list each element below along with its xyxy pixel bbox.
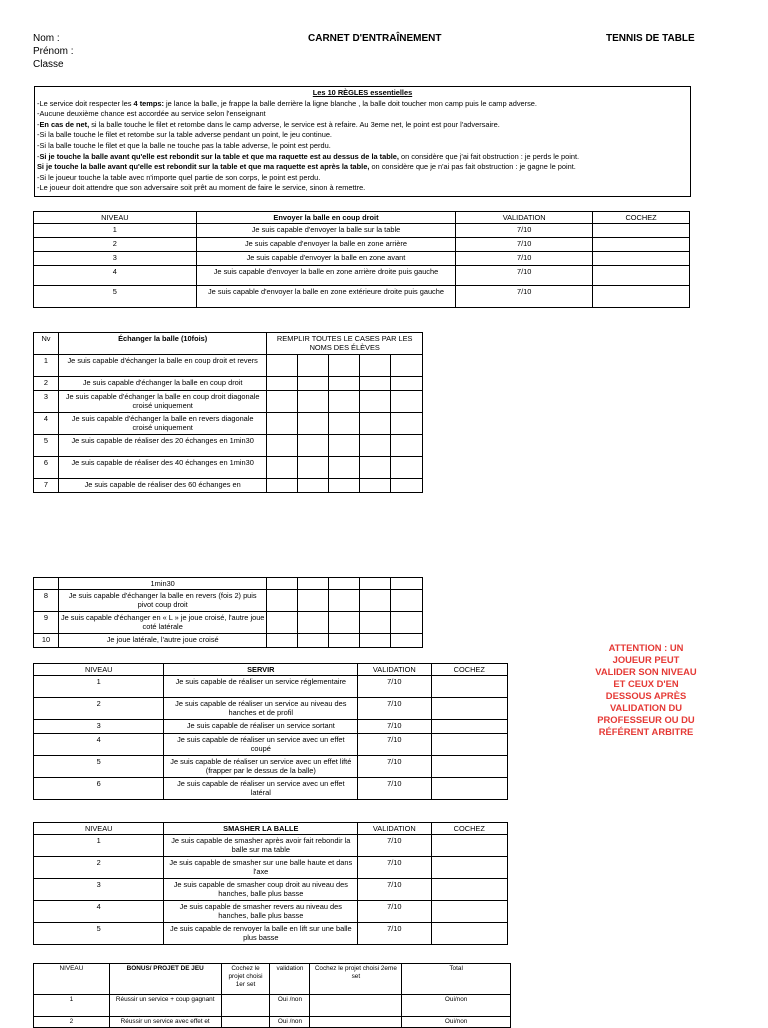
- table-cell: Je suis capable de renvoyer la balle en lift sur une balle plus basse: [164, 923, 358, 945]
- table-envoyer-balle: [33, 211, 690, 308]
- check-cell[interactable]: [593, 238, 690, 252]
- table-cell: Je suis capable de réaliser un service au niveau des hanches et de profil: [164, 698, 358, 720]
- rule-text: -Le joueur doit attendre que son adversaire soit prêt au moment de faire le service, sinon à remettre.: [37, 183, 366, 193]
- table-row: [34, 995, 511, 1017]
- student-name-cell[interactable]: [298, 479, 329, 493]
- student-name-cell[interactable]: [267, 634, 298, 648]
- student-name-cell[interactable]: [267, 413, 298, 435]
- table-row: [34, 413, 423, 435]
- col-header: Cochez le projet choisi 1er set: [221, 964, 270, 995]
- rule-text: -Si le joueur touche la table avec n'importe quel partie de son corps, le point est perdu.: [37, 172, 321, 182]
- rule-text: -Le service doit respecter les: [37, 98, 134, 108]
- table-cell: Je suis capable de réaliser des 40 échanges en 1min30: [58, 457, 266, 479]
- student-name-cell[interactable]: [391, 634, 423, 648]
- student-name-cell[interactable]: [267, 612, 298, 634]
- col-header: SMASHER LA BALLE: [164, 823, 358, 835]
- rules-list: [37, 99, 688, 194]
- student-name-cell[interactable]: [329, 612, 360, 634]
- col-header: NIVEAU: [34, 664, 164, 676]
- student-name-cell[interactable]: [360, 435, 391, 457]
- student-name-cell[interactable]: [360, 479, 391, 493]
- table-cell: 5: [34, 435, 59, 457]
- student-name-cell[interactable]: [391, 578, 423, 590]
- sport-title: TENNIS DE TABLE: [606, 33, 695, 44]
- table-cell: Oui/non: [402, 1017, 511, 1028]
- student-name-cell[interactable]: [267, 479, 298, 493]
- col-header: NIVEAU: [34, 823, 164, 835]
- table-cell: Je suis capable d'envoyer la balle en zone arrière: [196, 238, 456, 252]
- check-cell[interactable]: [221, 995, 270, 1017]
- table-row: [34, 266, 690, 286]
- table-cell: 3: [34, 252, 197, 266]
- student-name-cell[interactable]: [360, 355, 391, 377]
- table-cell: 10: [34, 634, 59, 648]
- table-row: [34, 879, 508, 901]
- table-cell: 3: [34, 391, 59, 413]
- rule-line: [37, 173, 688, 184]
- student-name-cell[interactable]: [329, 590, 360, 612]
- table-cell: 5: [34, 756, 164, 778]
- table-cell: Je suis capable de réaliser des 60 échanges en: [58, 479, 266, 493]
- table-cell: 6: [34, 778, 164, 800]
- table-row: [34, 734, 508, 756]
- validation-warning: ATTENTION : UN JOUEUR PEUT VALIDER SON NIVEAU ET CEUX D'EN DESSOUS APRÈS VALIDATION DU PROFESSEUR OU DU RÉFÉRENT ARBITRE: [595, 642, 697, 737]
- check-cell[interactable]: [431, 778, 507, 800]
- student-name-cell[interactable]: [298, 590, 329, 612]
- rule-line: [37, 99, 688, 110]
- student-name-cell[interactable]: [267, 457, 298, 479]
- table-cell: Je suis capable de réaliser un service sortant: [164, 720, 358, 734]
- nom-label: Nom :: [33, 33, 60, 44]
- table-cell: 7/10: [456, 286, 593, 308]
- col-header: VALIDATION: [456, 212, 593, 224]
- rules-box: [34, 86, 691, 197]
- col-header: BONUS/ PROJET DE JEU: [109, 964, 221, 995]
- table-cell: 7/10: [456, 224, 593, 238]
- table-row: [34, 923, 508, 945]
- table-row: [34, 252, 690, 266]
- table-cell: 4: [34, 266, 197, 286]
- table-cell: 4: [34, 901, 164, 923]
- rule-line: [37, 120, 688, 131]
- table-row: [34, 612, 423, 634]
- student-name-cell[interactable]: [298, 435, 329, 457]
- table-cell: Oui /non: [270, 1017, 310, 1028]
- table-cell: 7/10: [358, 720, 431, 734]
- table-cell: 1: [34, 835, 164, 857]
- rule-text: -Si la balle touche le filet et que la balle ne touche pas la table adverse, le point est perdu.: [37, 140, 331, 150]
- table-cell: Réussir un service + coup gagnant: [109, 995, 221, 1017]
- table-cell: 7/10: [358, 923, 431, 945]
- col-header: Envoyer la balle en coup droit: [196, 212, 456, 224]
- table-row: [34, 698, 508, 720]
- check-cell[interactable]: [431, 698, 507, 720]
- student-name-cell[interactable]: [391, 413, 423, 435]
- student-name-cell[interactable]: [391, 355, 423, 377]
- student-name-cell[interactable]: [298, 612, 329, 634]
- table-row: [34, 377, 423, 391]
- table-row: [34, 835, 508, 857]
- table-cell: 9: [34, 612, 59, 634]
- student-name-cell[interactable]: [267, 391, 298, 413]
- check-cell[interactable]: [431, 756, 507, 778]
- student-name-cell[interactable]: [329, 355, 360, 377]
- student-name-cell[interactable]: [360, 391, 391, 413]
- table-cell: 1min30: [58, 578, 266, 590]
- table-cell: 7/10: [358, 676, 431, 698]
- check-cell[interactable]: [431, 734, 507, 756]
- table-echanger-balle: [33, 332, 423, 493]
- rule-line: [37, 141, 688, 152]
- table-cell: Je suis capable de réaliser un service avec un effet coupé: [164, 734, 358, 756]
- table-cell: 8: [34, 590, 59, 612]
- table-cell: Je suis capable de smasher sur une balle haute et dans l'axe: [164, 857, 358, 879]
- table-cell: 7/10: [358, 857, 431, 879]
- table-cell: Je suis capable de réaliser un service avec un effet lifté (frapper par le dessus de la balle): [164, 756, 358, 778]
- student-name-cell[interactable]: [391, 391, 423, 413]
- table-cell: Je suis capable d'envoyer la balle en zone avant: [196, 252, 456, 266]
- table-cell: 7/10: [456, 266, 593, 286]
- table-row: [34, 778, 508, 800]
- col-header: NIVEAU: [34, 212, 197, 224]
- rule-text: En cas de net,: [39, 119, 90, 129]
- table-cell: Je joue latérale, l'autre joue croisé: [58, 634, 266, 648]
- table-row: [34, 286, 690, 308]
- table-cell: 7/10: [358, 734, 431, 756]
- table-cell: 7/10: [456, 238, 593, 252]
- student-name-cell[interactable]: [391, 590, 423, 612]
- table-bonus-projet: [33, 963, 511, 1028]
- table-cell: 2: [34, 857, 164, 879]
- col-header: NIVEAU: [34, 964, 110, 995]
- table-cell: Je suis capable d'échanger en « L » je joue croisé, l'autre joue coté latérale: [58, 612, 266, 634]
- student-name-cell[interactable]: [391, 612, 423, 634]
- table-servir: [33, 663, 508, 800]
- table-cell: 2: [34, 238, 197, 252]
- table-row: [34, 355, 423, 377]
- rules-title: Les 10 RÈGLES essentielles: [312, 88, 413, 97]
- student-name-cell[interactable]: [298, 457, 329, 479]
- student-name-cell[interactable]: [329, 578, 360, 590]
- table-cell: Je suis capable d'échanger la balle en coup droit diagonale croisé uniquement: [58, 391, 266, 413]
- student-name-cell[interactable]: [267, 355, 298, 377]
- table-cell: Oui /non: [270, 995, 310, 1017]
- table-cell: Je suis capable d'envoyer la balle en zone extérieure droite puis gauche: [196, 286, 456, 308]
- classe-label: Classe: [33, 59, 64, 70]
- table-cell: Je suis capable d'envoyer la balle sur la table: [196, 224, 456, 238]
- check-cell[interactable]: [431, 676, 507, 698]
- student-name-cell[interactable]: [298, 413, 329, 435]
- rule-text: -Aucune deuxième chance est accordée au service selon l'enseignant: [37, 109, 266, 119]
- col-header: REMPLIR TOUTES LE CASES PAR LES NOMS DES ÉLÈVES: [267, 333, 423, 355]
- col-header: VALIDATION: [358, 823, 431, 835]
- table-cell: 2: [34, 377, 59, 391]
- rule-text: Si je touche la balle avant qu'elle est rebondit sur la table et que ma raquette est après la table,: [37, 162, 370, 172]
- student-name-cell[interactable]: [360, 634, 391, 648]
- table-cell: [34, 578, 59, 590]
- table-row: [34, 391, 423, 413]
- document-title: CARNET D'ENTRAÎNEMENT: [308, 33, 442, 44]
- col-header: Total: [402, 964, 511, 995]
- rule-line: [37, 130, 688, 141]
- student-name-cell[interactable]: [329, 377, 360, 391]
- table-cell: Je suis capable d'envoyer la balle en zone arrière droite puis gauche: [196, 266, 456, 286]
- rule-text: -Si la balle touche le filet et retombe sur la table adverse pendant un point, le jeu continue.: [37, 130, 332, 140]
- table-cell: Je suis capable de réaliser un service avec un effet latéral: [164, 778, 358, 800]
- table-row: [34, 634, 423, 648]
- rule-text: -: [37, 151, 40, 161]
- student-name-cell[interactable]: [360, 413, 391, 435]
- student-name-cell[interactable]: [267, 590, 298, 612]
- table-row: [34, 1017, 511, 1028]
- table-cell: 5: [34, 923, 164, 945]
- rule-text: on considère que j'ai fait obstruction : je perds le point.: [398, 151, 580, 161]
- student-name-cell[interactable]: [360, 612, 391, 634]
- table-cell: 3: [34, 879, 164, 901]
- student-name-cell[interactable]: [329, 479, 360, 493]
- check-cell[interactable]: [593, 252, 690, 266]
- check-cell[interactable]: [310, 1017, 402, 1028]
- table-row: [34, 435, 423, 457]
- rule-text: on considère que je n'ai pas fait obstruction : je gagne le point.: [369, 162, 576, 172]
- table-cell: 5: [34, 286, 197, 308]
- col-header: Échanger la balle (10fois): [58, 333, 266, 355]
- table-row: [34, 238, 690, 252]
- table-cell: 3: [34, 720, 164, 734]
- check-cell[interactable]: [431, 720, 507, 734]
- rule-line: [37, 162, 688, 173]
- table-cell: Je suis capable de réaliser un service réglementaire: [164, 676, 358, 698]
- check-cell[interactable]: [221, 1017, 270, 1028]
- student-name-cell[interactable]: [329, 413, 360, 435]
- table-cell: Je suis capable d'échanger la balle en revers diagonale croisé uniquement: [58, 413, 266, 435]
- rule-line: [37, 183, 688, 194]
- table-cell: 2: [34, 698, 164, 720]
- col-header: Nv: [34, 333, 59, 355]
- rule-text: je lance la balle, je frappe la balle derrière la ligne blanche , la balle doit toucher mon camp puis le camp adverse.: [163, 98, 537, 108]
- table-cell: Je suis capable de smasher revers au niveau des hanches, balle plus basse: [164, 901, 358, 923]
- table-echanger-balle-suite: [33, 577, 423, 648]
- rule-text: 4 temps:: [133, 98, 164, 108]
- col-header: Cochez le projet choisi 2eme set: [310, 964, 402, 995]
- table-row: [34, 479, 423, 493]
- table-row: [34, 676, 508, 698]
- table-cell: 7/10: [456, 252, 593, 266]
- table-cell: Je suis capable d'échanger la balle en revers (fois 2) puis pivot coup droit: [58, 590, 266, 612]
- student-name-cell[interactable]: [329, 435, 360, 457]
- student-name-cell[interactable]: [329, 634, 360, 648]
- check-cell[interactable]: [431, 835, 507, 857]
- table-row: [34, 224, 690, 238]
- check-cell[interactable]: [593, 266, 690, 286]
- table-row: [34, 756, 508, 778]
- student-name-cell[interactable]: [267, 435, 298, 457]
- student-name-cell[interactable]: [267, 578, 298, 590]
- table-cell: Je suis capable d'échanger la balle en coup droit: [58, 377, 266, 391]
- student-name-cell[interactable]: [298, 578, 329, 590]
- table-cell: 6: [34, 457, 59, 479]
- student-name-cell[interactable]: [360, 457, 391, 479]
- table-row: [34, 720, 508, 734]
- table-row: [34, 901, 508, 923]
- table-cell: 7: [34, 479, 59, 493]
- rule-text: si la balle touche le filet et retombe dans le camp adverse, le service est à refaire. Au 3eme net, le point est pour l'adversaire.: [89, 119, 500, 129]
- student-name-cell[interactable]: [298, 355, 329, 377]
- table-cell: Je suis capable de smasher après avoir fait rebondir la balle sur ma table: [164, 835, 358, 857]
- rule-line: [37, 109, 688, 120]
- student-name-cell[interactable]: [360, 578, 391, 590]
- table-cell: Oui/non: [402, 995, 511, 1017]
- check-cell[interactable]: [593, 286, 690, 308]
- table-smasher: [33, 822, 508, 945]
- table-row: [34, 457, 423, 479]
- table-cell: 1: [34, 676, 164, 698]
- col-header: COCHEZ: [431, 664, 507, 676]
- table-cell: 7/10: [358, 879, 431, 901]
- student-name-cell[interactable]: [298, 634, 329, 648]
- student-name-cell[interactable]: [267, 377, 298, 391]
- col-header: COCHEZ: [431, 823, 507, 835]
- table-cell: 7/10: [358, 901, 431, 923]
- student-name-cell[interactable]: [298, 377, 329, 391]
- table-cell: 7/10: [358, 756, 431, 778]
- check-cell[interactable]: [593, 224, 690, 238]
- table-cell: 4: [34, 734, 164, 756]
- table-cell: 1: [34, 355, 59, 377]
- check-cell[interactable]: [310, 995, 402, 1017]
- col-header: validation: [270, 964, 310, 995]
- table-cell: 1: [34, 995, 110, 1017]
- student-name-cell[interactable]: [391, 479, 423, 493]
- table-cell: Je suis capable de réaliser des 20 échanges en 1min30: [58, 435, 266, 457]
- table-cell: Réussir un service avec effet et: [109, 1017, 221, 1028]
- student-name-cell[interactable]: [360, 590, 391, 612]
- student-name-cell[interactable]: [391, 457, 423, 479]
- table-cell: 2: [34, 1017, 110, 1028]
- col-header: COCHEZ: [593, 212, 690, 224]
- col-header: SERVIR: [164, 664, 358, 676]
- table-cell: 4: [34, 413, 59, 435]
- student-name-cell[interactable]: [329, 391, 360, 413]
- table-cell: 7/10: [358, 778, 431, 800]
- table-row: [34, 578, 423, 590]
- check-cell[interactable]: [431, 901, 507, 923]
- table-row: [34, 857, 508, 879]
- col-header: VALIDATION: [358, 664, 431, 676]
- table-cell: 7/10: [358, 698, 431, 720]
- student-name-cell[interactable]: [298, 391, 329, 413]
- rule-text: -: [37, 119, 40, 129]
- student-name-cell[interactable]: [391, 435, 423, 457]
- check-cell[interactable]: [431, 923, 507, 945]
- table-cell: Je suis capable de smasher coup droit au niveau des hanches, balle plus basse: [164, 879, 358, 901]
- table-cell: 1: [34, 224, 197, 238]
- table-cell: 7/10: [358, 835, 431, 857]
- check-cell[interactable]: [431, 879, 507, 901]
- student-name-cell[interactable]: [360, 377, 391, 391]
- rule-text: Si je touche la balle avant qu'elle est rebondit sur la table et que ma raquette est au dessus de la table,: [39, 151, 399, 161]
- rule-line: [37, 152, 688, 163]
- student-name-cell[interactable]: [329, 457, 360, 479]
- prenom-label: Prénom :: [33, 46, 74, 57]
- table-cell: Je suis capable d'échanger la balle en coup droit et revers: [58, 355, 266, 377]
- table-row: [34, 590, 423, 612]
- check-cell[interactable]: [431, 857, 507, 879]
- student-name-cell[interactable]: [391, 377, 423, 391]
